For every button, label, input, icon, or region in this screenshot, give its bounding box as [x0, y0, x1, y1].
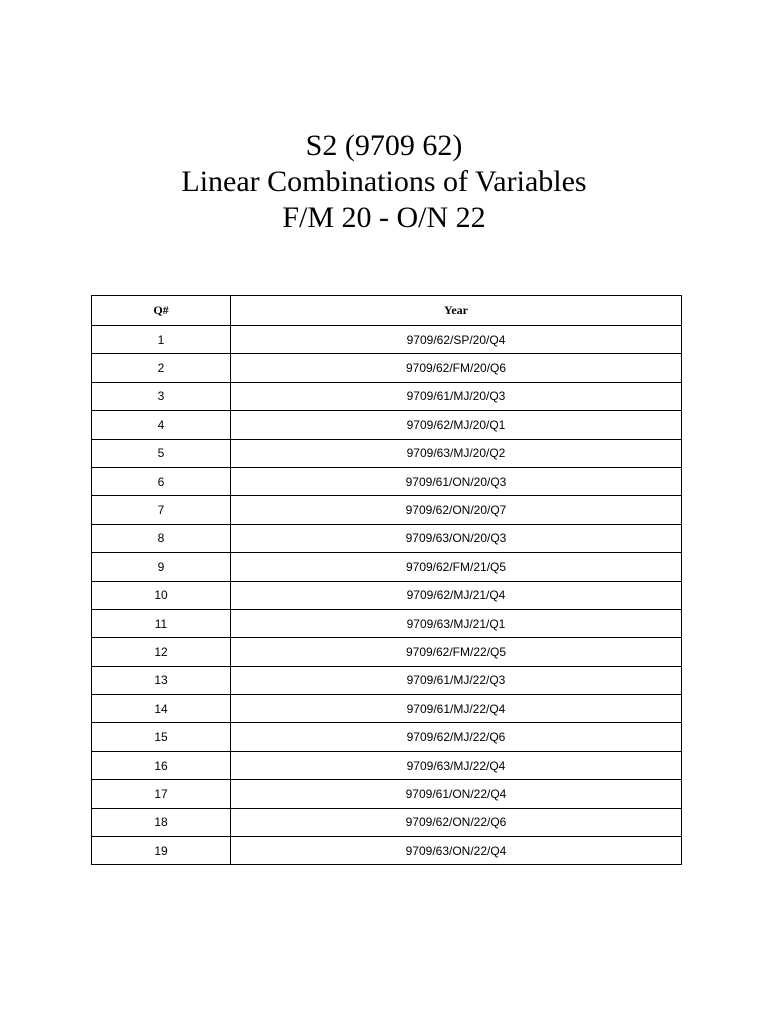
question-number-cell: 9 — [92, 553, 231, 581]
title-line-2: Linear Combinations of Variables — [181, 165, 587, 198]
table-row — [92, 467, 682, 495]
paper-reference-cell: 9709/62/ON/22/Q6 — [231, 808, 682, 836]
question-number-cell: 18 — [92, 808, 231, 836]
page-title — [0, 128, 768, 236]
question-number-cell: 1 — [92, 326, 231, 354]
title-line-3: F/M 20 - O/N 22 — [282, 201, 486, 234]
paper-reference-cell: 9709/62/MJ/21/Q4 — [231, 581, 682, 609]
paper-reference-cell: 9709/62/SP/20/Q4 — [231, 326, 682, 354]
paper-reference-cell: 9709/63/ON/22/Q4 — [231, 837, 682, 865]
table-row — [92, 780, 682, 808]
header-question-number: Q# — [92, 296, 231, 326]
paper-reference-cell: 9709/63/MJ/20/Q2 — [231, 439, 682, 467]
table-row — [92, 354, 682, 382]
paper-reference-cell: 9709/62/FM/20/Q6 — [231, 354, 682, 382]
question-number-cell: 12 — [92, 638, 231, 666]
question-number-cell: 8 — [92, 524, 231, 552]
question-number-cell: 7 — [92, 496, 231, 524]
table-row — [92, 581, 682, 609]
question-number-cell: 15 — [92, 723, 231, 751]
table-row — [92, 638, 682, 666]
question-number-cell: 13 — [92, 666, 231, 694]
question-number-cell: 6 — [92, 467, 231, 495]
table-row — [92, 496, 682, 524]
question-number-cell: 2 — [92, 354, 231, 382]
table-body — [92, 326, 682, 865]
paper-reference-cell: 9709/63/ON/20/Q3 — [231, 524, 682, 552]
paper-reference-cell: 9709/63/MJ/22/Q4 — [231, 751, 682, 779]
table-row — [92, 751, 682, 779]
table-row — [92, 411, 682, 439]
paper-reference-cell: 9709/61/MJ/20/Q3 — [231, 382, 682, 410]
question-number-cell: 5 — [92, 439, 231, 467]
table-row — [92, 695, 682, 723]
question-number-cell: 11 — [92, 609, 231, 637]
question-number-cell: 14 — [92, 695, 231, 723]
paper-reference-cell: 9709/62/FM/21/Q5 — [231, 553, 682, 581]
table-row — [92, 524, 682, 552]
title-line-1: S2 (9709 62) — [305, 129, 463, 162]
table-row — [92, 723, 682, 751]
table-row — [92, 326, 682, 354]
table-row — [92, 666, 682, 694]
table-row — [92, 808, 682, 836]
question-number-cell: 16 — [92, 751, 231, 779]
paper-reference-cell: 9709/62/MJ/22/Q6 — [231, 723, 682, 751]
paper-reference-cell: 9709/62/MJ/20/Q1 — [231, 411, 682, 439]
table-row — [92, 439, 682, 467]
paper-reference-cell: 9709/63/MJ/21/Q1 — [231, 609, 682, 637]
table-row — [92, 609, 682, 637]
question-number-cell: 3 — [92, 382, 231, 410]
table-header-row — [92, 296, 682, 326]
question-table — [91, 295, 682, 865]
paper-reference-cell: 9709/62/FM/22/Q5 — [231, 638, 682, 666]
question-number-cell: 4 — [92, 411, 231, 439]
question-number-cell: 17 — [92, 780, 231, 808]
paper-reference-cell: 9709/62/ON/20/Q7 — [231, 496, 682, 524]
paper-reference-cell: 9709/61/ON/22/Q4 — [231, 780, 682, 808]
paper-reference-cell: 9709/61/MJ/22/Q4 — [231, 695, 682, 723]
header-year: Year — [231, 296, 682, 326]
paper-reference-cell: 9709/61/ON/20/Q3 — [231, 467, 682, 495]
table-row — [92, 382, 682, 410]
table-row — [92, 837, 682, 865]
question-number-cell: 10 — [92, 581, 231, 609]
table-row — [92, 553, 682, 581]
question-number-cell: 19 — [92, 837, 231, 865]
paper-reference-cell: 9709/61/MJ/22/Q3 — [231, 666, 682, 694]
